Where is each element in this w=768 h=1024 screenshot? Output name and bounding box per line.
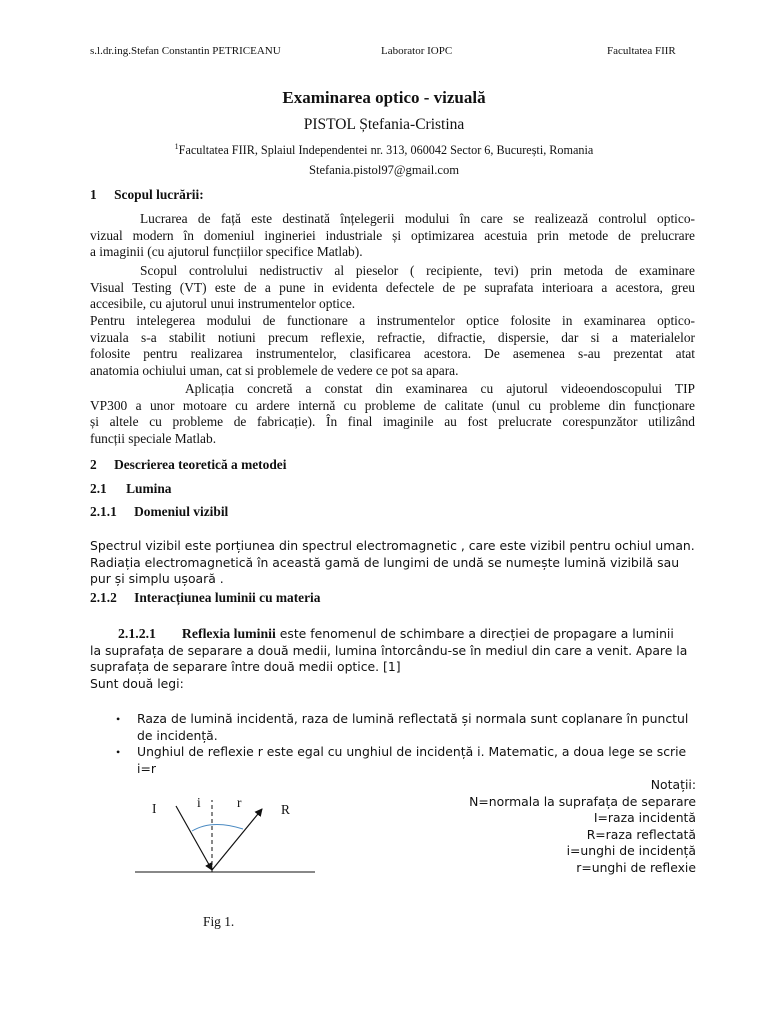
figure-label-angle-r: r bbox=[237, 795, 242, 810]
figure-label-angle-i: i bbox=[197, 795, 201, 810]
reflection-definition: este fenomenul de schimbare a direcției de propagare a luminii bbox=[275, 626, 674, 641]
text-line: Radiația electromagnetică în această gamă de lungimi de undă se numește lumină vizibilă sau bbox=[90, 554, 680, 570]
text-line: Aplicația concretă a constat din examinarea cu ajutorul videoendoscopului TIP bbox=[185, 381, 695, 396]
section-2-1-2-1-number: 2.1.2.1 bbox=[118, 626, 156, 641]
figure-label-reflected-ray: R bbox=[281, 802, 290, 817]
figure-caption: Fig 1. bbox=[203, 914, 235, 929]
paper-title: Examinarea optico - vizuală bbox=[282, 88, 486, 107]
notation-item: r=unghi de reflexie bbox=[576, 859, 696, 875]
section-2-number: 2 bbox=[90, 457, 97, 472]
paper-author: PISTOL Ștefania-Cristina bbox=[303, 116, 465, 133]
text-line: folosite pentru realizarea instrumentelor, clasificarea acestora. De asemenea s-au prezentat atat bbox=[90, 346, 695, 362]
section-1-number: 1 bbox=[90, 187, 97, 202]
header-author: s.l.dr.ing.Stefan Constantin PETRICEANU bbox=[90, 45, 281, 57]
text-line: Sunt două legi: bbox=[90, 675, 184, 691]
section-2-title: Descrierea teoretică a metodei bbox=[114, 457, 287, 472]
text-line: vizual modern în domeniul ingineriei industriale și optimizarea acestuia prin metode de prelucrare bbox=[90, 227, 695, 243]
text-line: Pentru intelegerea modului de functionare a instrumentelor optice folosite in examinarea optico- bbox=[90, 313, 695, 328]
notation-item: N=normala la suprafața de separare bbox=[469, 793, 696, 809]
text-line: Spectrul vizibil este porțiunea din spectrul electromagnetic , care este vizibil pentru ochiul uman. bbox=[90, 538, 695, 553]
text-line: de incidență. bbox=[137, 727, 218, 743]
text-line: accesibile, cu ajutorul unui instrumentelor optice. bbox=[90, 296, 356, 312]
incident-ray bbox=[176, 806, 212, 870]
section-2-1-2-number: 2.1.2 bbox=[90, 590, 117, 605]
section-2-1-title: Lumina bbox=[126, 481, 172, 496]
author-email: Stefania.pistol97@gmail.com bbox=[308, 163, 460, 177]
reflection-term: Reflexia luminii bbox=[181, 626, 276, 641]
figure-label-incident-ray: I bbox=[152, 801, 157, 816]
bullet-marker: • bbox=[116, 712, 121, 726]
notation-item: R=raza reflectată bbox=[586, 826, 696, 842]
text-line: Lucrarea de față este destinată înțelegerii modului în care se realizează controlul optico- bbox=[140, 211, 695, 226]
bullet-marker: • bbox=[116, 745, 121, 759]
section-2-1-1-title: Domeniul vizibil bbox=[134, 504, 229, 519]
text-line: la suprafața de separare a două medii, lumina întorcându-se în mediul din care a venit. Apare la bbox=[90, 642, 688, 658]
text-line: funcții speciale Matlab. bbox=[90, 430, 217, 446]
text-line: pur și simplu ușoară . bbox=[90, 571, 224, 587]
notation-item: I=raza incidentă bbox=[593, 810, 696, 826]
text-line: a imaginii (cu ajutorul funcțiilor specifice Matlab). bbox=[90, 244, 363, 260]
angle-arc bbox=[192, 824, 243, 831]
text-line: anatomia ochiului uman, cat si problemele de vedere ce pot sa apara. bbox=[90, 362, 459, 378]
text-line: Visual Testing (VT) este de a pune in evidenta defectele de pe suprafata interioara a acestora, greu bbox=[90, 279, 695, 295]
text-line: VP300 a unor motoare cu ardere internă cu probleme de calitate (unul cu probleme din funcționare bbox=[90, 397, 695, 413]
affiliation-text: Facultatea FIIR, Splaiul Independentei nr. 313, 060042 Sector 6, București, Romania bbox=[178, 143, 594, 158]
header-lab: Laborator IOPC bbox=[381, 45, 453, 57]
section-2-1-number: 2.1 bbox=[90, 481, 107, 496]
section-2-1-1-number: 2.1.1 bbox=[90, 504, 117, 519]
text-line: și altele cu probleme de fabricație). În final imaginile au fost prelucrate corespunzător utilizând bbox=[90, 414, 695, 430]
text-line: Raza de lumină incidentă, raza de lumină reflectată și normala sunt coplanare în punctul bbox=[137, 711, 689, 726]
text-line: suprafața de separare între două medii optice. [1] bbox=[90, 659, 401, 675]
section-2-1-2-title: Interacțiunea luminii cu materia bbox=[134, 590, 321, 605]
notation-item: i=unghi de incidență bbox=[566, 843, 696, 859]
text-line: Scopul controlului nedistructiv al pieselor ( recipiente, tevi) prin metoda de examinare bbox=[140, 263, 695, 278]
text-line: i=r bbox=[137, 760, 156, 776]
notation-heading: Notații: bbox=[650, 777, 696, 792]
header-faculty: Facultatea FIIR bbox=[607, 45, 676, 57]
section-1-title: Scopul lucrării: bbox=[114, 187, 204, 202]
affiliation-sup: 1 bbox=[174, 142, 179, 151]
text-line: vizuala s-a stabilit notiuni precum reflexie, refractie, difractie, dispersie, dar si a materialelor bbox=[90, 329, 695, 345]
reflected-ray bbox=[212, 809, 262, 870]
text-line: Unghiul de reflexie r este egal cu unghiul de incidență i. Matematic, a doua lege se scrie bbox=[137, 744, 687, 759]
